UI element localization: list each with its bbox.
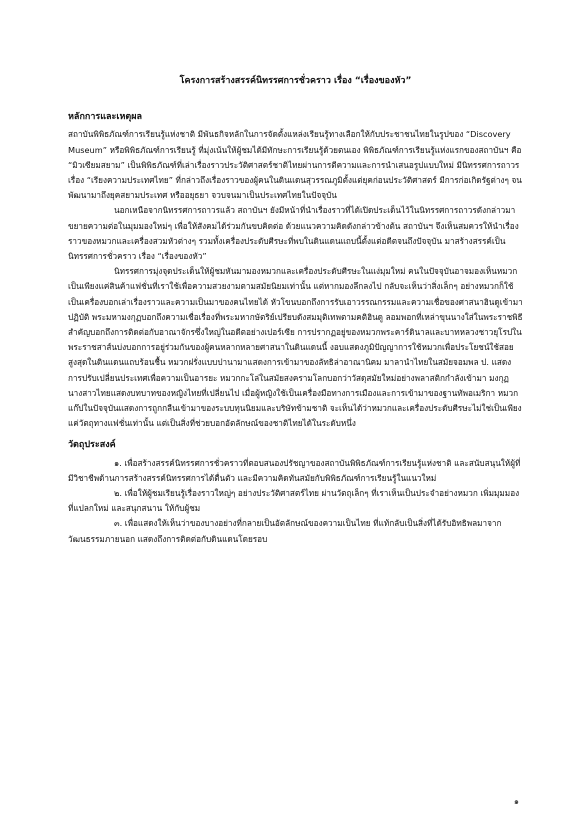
page-number: ๑ [513,797,519,806]
rationale-paragraph-1: สถาบันพิพิธภัณฑ์การเรียนรู้แห่งชาติ มีพันธกิจหลักในการจัดตั้งแหล่งเรียนรู้ทางเลือกให้กับประชาชนไทยในรูปของ “Discovery Museum” หรือพิพิธภัณฑ์การเรียนรู้ ที่มุ่งเน้นให้ผู้ชมได้มีทักษะการเรียนรู้ด้วยตนเอง พิพิธภัณฑ์การเรียนรู้แห่งแรกของสถาบันฯ คือ “มิวเซียมสยาม” เป็นพิพิธภัณฑ์ที่เล่าเรื่องราวประวัติศาสตร์ชาติไทยผ่านการตีความและการนำเสนอรูปแบบใหม่ มีนิทรรศการถาวรเรื่อง “เรียงความประเทศไทย” ที่กล่าวถึงเรื่องราวของผู้คนในดินแดนสุวรรณภูมิตั้งแต่ยุคก่อนประวัติศาสตร์ มีการก่อเกิดรัฐต่างๆ จนพัฒนามาถึงยุคสยามประเทศ หรืออยุธยา จวบจนมาเป็นประเทศไทยในปัจจุบัน [68,129,522,201]
rationale-paragraph-2: นอกเหนือจากนิทรรศการถาวรแล้ว สถาบันฯ ยังมีหน้าที่นำเรื่องราวที่ได้เปิดประเด็นไว้ในนิทรรศการถาวรดังกล่าวมาขยายความต่อในมุมมองใหม่ๆ เพื่อให้สังคมได้ร่วมกันขบคิดต่อ ด้วยแนวความคิดดังกล่าวข้างต้น สถาบันฯ จึงเห็นสมควรให้นำเรื่องราวของหมวกและเครื่องสวมหัวต่างๆ รวมทั้งเครื่องประดับศีรษะที่พบในดินแดนแถบนี้ตั้งแต่อดีตจนถึงปัจจุบัน มาสร้างสรรค์เป็นนิทรรศการชั่วคราว เรื่อง “เรื่องของหัว” [68,205,519,262]
document-title: โครงการสร้างสรรค์นิทรรศการชั่วคราว เรื่อง “เรื่องของหัว” [179,76,412,86]
document-body [68,74,523,547]
objective-item-2: ๒. เพื่อให้ผู้ชมเรียนรู้เรื่องราวใหญ่ๆ อย่างประวัติศาสตร์ไทย ผ่านวัตถุเล็กๆ ที่เราเห็นเป็นประจำอย่างหมวก เพิ่มมุมมองที่แปลกใหม่ และสนุกสนาน ให้กับผู้ชม [68,488,520,514]
objective-item-1: ๑. เพื่อสร้างสรรค์นิทรรศการชั่วคราวที่ตอบสนองปรัชญาของสถาบันพิพิธภัณฑ์การเรียนรู้แห่งชาติ และสนับสนุนให้ผู้ที่มีวิชาชีพด้านการสร้างสรรค์นิทรรศการได้ตื่นตัว และมีความคิดทันสมัยกับพิพิธภัณฑ์การเรียนรู้ในแนวใหม่ [68,457,521,483]
section-heading-objectives: วัตถุประสงค์ [68,440,116,451]
rationale-paragraph-3: นิทรรศการมุ่งจุดประเด็นให้ผู้ชมหันมามองหมวกและเครื่องประดับศีรษะในแง่มุมใหม่ คนในปัจจุบันอาจมองเห็นหมวกเป็นเพียงแค่สินค้าแฟชั่นที่เราใช้เพื่อความสวยงามตามสมัยนิยมเท่านั้น แต่หากมองลึกลงไป กลับจะเห็นว่าสิ่งเล็กๆ อย่างหมวกก็ใช้เป็นเครื่องบอกเล่าเรื่องราวและความเป็นมาของคนไทยได้ หัวโขนบอกถึงการรับเอาวรรณกรรมและความเชื่อของศาสนาฮินดูเข้ามาปฏิบัติ พระมหามงกุฏบอกถึงความเชื่อเรื่องที่พระมหากษัตริย์เปรียบดังสมมุติเทพตามคติฮินดู ลอมพอกที่เหล่าขุนนางใส่ในพระราชพิธีสำคัญบอกถึงการติดต่อกับอาณาจักรซึ่งใหญ่ในอดีตอย่างเปอร์เซีย การปรากฏอยู่ของหมวกพระคาร์ดินาลและบาทหลวงชาวยุโรปในพระราชสาส์นบ่งบอกการอยู่ร่วมกันของผู้คนหลากหลายศาสนาในดินแดนนี้ งอบแสดงภูมิปัญญาการใช้หมวกเพื่อประโยชน์ใช้สอยสูงสุดในดินแดนแถบร้อนชื้น หมวกฝรั่งแบบปานามาแสดงการเข้ามาของลัทธิล่าอาณานิคม มาลานำไทยในสมัยจอมพล ป. แสดงการปรับเปลี่ยนประเทศเพื่อความเป็นอารยะ หมวกกะโล่ในสมัยสงครามโลกบอกว่าวัสดุสมัยใหม่อย่างพลาสติกกำลังเข้ามา มงกุฏนางสาวไทยแสดงบทบาทของหญิงไทยที่เปลี่ยนไป เมื่อผู้หญิงใช้เป็นเครื่องมือทางการเมืองและการเข้ามาของฐานทัพอเมริกา หมวกแก๊ปในปัจจุบันแสดงการถูกกลืนเข้ามาของระบบทุนนิยมและบริษัทข้ามชาติ จะเห็นได้ว่าหมวกและเครื่องประดับศีรษะไม่ใช่เป็นเพียงแค่วัตถุทางแฟชั่นเท่านั้น แต่เป็นสิ่งที่ช่วยบอกอัตลักษณ์ของชาติไทยได้ในระดับหนึ่ง [68,266,523,429]
objective-item-3: ๓. เพื่อแสดงให้เห็นว่าของบางอย่างที่กลายเป็นอัตลักษณ์ของความเป็นไทย ที่แท้กลับเป็นสิ่งที่ได้รับอิทธิพลมาจากวัฒนธรรมภายนอก แสดงถึงการติดต่อกับดินแดนโดยรอบ [68,518,502,544]
section-heading-rationale: หลักการและเหตุผล [68,112,143,123]
section-spacer [68,431,523,438]
